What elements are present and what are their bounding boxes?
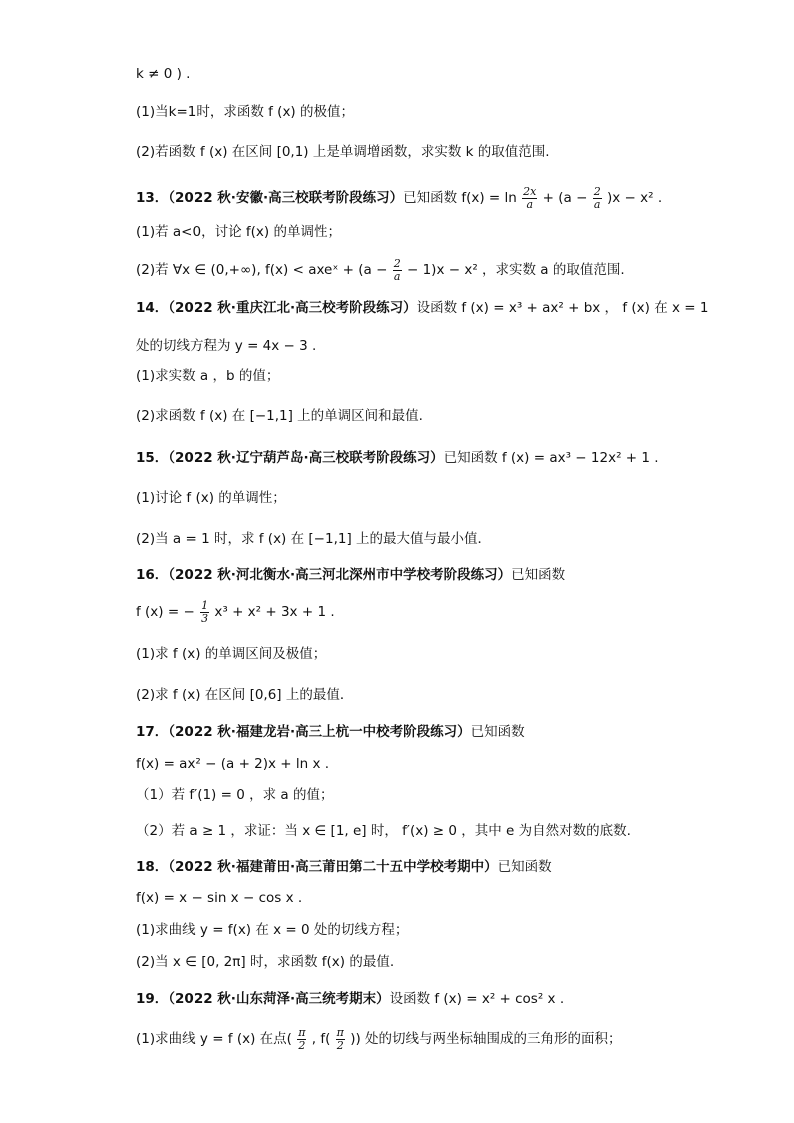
text-line-l05: [136, 226, 341, 240]
problem-title: 18．（2022 秋·福建莆田·高三莆田第二十五中学校考期中）: [136, 859, 498, 875]
line-text: f(x) = ax² − (a + 2)x + ln x .: [136, 756, 330, 772]
fraction-1-over-3: $\frac{1}{3}$: [201, 599, 209, 625]
line-text: （2）若 a ≥ 1 ，求证：当 x ∈ [1, e] 时， f′(x) ≥ 0 ，其中 e 为自然对数的底数.: [136, 823, 631, 839]
line-text: (1)当k=1时，求函数 f (x) 的极值；: [136, 104, 354, 120]
problem-13-line: 13．（2022 秋·安徽·高三校联考阶段练习）已知函数 f(x) = ln $\frac{2x}{a}$ + (a − $\frac{2}{a}$ )x − x² .: [136, 185, 663, 211]
line-text: 已知函数 f (x) = ax³ − 12x² + 1 .: [443, 450, 659, 466]
text-line-l18: [136, 726, 525, 740]
line-text: 设函数 f (x) = x² + cos² x .: [389, 991, 565, 1007]
problem-title: 14．（2022 秋·重庆江北·高三校考阶段练习）: [136, 300, 417, 316]
text-line-l25: [136, 956, 394, 970]
text-line-l03: [136, 146, 550, 160]
problem-13-text: 已知函数 f(x) = ln: [403, 190, 517, 207]
text-line-l10: [136, 410, 423, 424]
line-text: （1）若 f′(1) = 0 ，求 a 的值；: [136, 787, 334, 803]
fraction-pi-over-2: $\frac{\pi}{2}$: [336, 1026, 344, 1052]
line-text: 已知函数: [511, 567, 566, 583]
line-text: (1)求曲线 y = f(x) 在 x = 0 处的切线方程；: [136, 922, 409, 938]
problem-19-part-1: (1)求曲线 y = f (x) 在点( $\frac{\pi}{2}$ , f( $\frac{\pi}{2}$ )) 处的切线与两坐标轴围成的三角形的面积；: [136, 1026, 622, 1052]
line-text: (1)求实数 a ，b 的值；: [136, 368, 280, 384]
text-line-l16: [136, 648, 326, 662]
fraction-2x-over-a: $\frac{2x}{a}$: [523, 185, 537, 211]
text-line-l08: [136, 340, 316, 354]
line-text: (1)求 f (x) 的单调区间及极值；: [136, 646, 327, 662]
fraction-pi-over-2: $\frac{\pi}{2}$: [298, 1026, 306, 1052]
line-text: 已知函数: [470, 724, 525, 740]
line-text: (2)若函数 f (x) 在区间 [0,1) 上是单调增函数，求实数 k 的取值范围.: [136, 144, 550, 160]
text-line-l22: [136, 861, 552, 875]
line-text: 设函数 f (x) = x³ + ax² + bx ， f (x) 在 x = 1: [416, 300, 709, 316]
line-text: (2)求函数 f (x) 在 [−1,1] 上的单调区间和最值.: [136, 408, 423, 424]
text-line-l20: [136, 789, 333, 803]
text-line-l09: [136, 370, 279, 384]
line-text: 已知函数: [497, 859, 552, 875]
line-text: (1)讨论 f (x) 的单调性；: [136, 490, 286, 506]
problem-title: 19．（2022 秋·山东菏泽·高三统考期末）: [136, 991, 390, 1007]
line-text: f(x) = x − sin x − cos x .: [136, 890, 303, 906]
text-line-l02: [136, 106, 354, 120]
line-text: (2)当 x ∈ [0, 2π] 时，求函数 f(x) 的最值.: [136, 954, 395, 970]
problem-13-part-2: (2)若 ∀x ∈ (0,+∞), f(x) < axeˣ + (a − $\frac{2}{a}$ − 1)x − x² ，求实数 a 的取值范围.: [136, 257, 625, 283]
text-line-l17: [136, 689, 353, 703]
problem-13-title: 13．（2022 秋·安徽·高三校联考阶段练习）: [136, 190, 404, 207]
fraction-2-over-a: $\frac{2}{a}$: [593, 185, 601, 211]
problem-title: 16．（2022 秋·河北衡水·高三河北深州市中学校考阶段练习）: [136, 567, 512, 583]
text-line-l12: [136, 492, 286, 506]
text-line-l13: [136, 533, 491, 547]
text-line-l11: [136, 452, 659, 466]
fraction-2-over-a: $\frac{2}{a}$: [393, 257, 401, 283]
problem-title: 17．（2022 秋·福建龙岩·高三上杭一中校考阶段练习）: [136, 724, 471, 740]
problem-16-function: f (x) = − $\frac{1}{3}$ x³ + x² + 3x + 1 .: [136, 599, 335, 625]
text-line-l01: [136, 68, 190, 82]
text-line-l19: [136, 758, 329, 772]
text-line-l21: [136, 825, 631, 839]
line-text: (1)若 a<0，讨论 f(x) 的单调性；: [136, 224, 341, 240]
problem-title: 15．（2022 秋·辽宁葫芦岛·高三校联考阶段练习）: [136, 450, 444, 466]
text-line-l24: [136, 924, 408, 938]
line-text: (2)求 f (x) 在区间 [0,6] 上的最值．: [136, 687, 354, 703]
text-line-l07: [136, 302, 708, 316]
line-text: 处的切线方程为 y = 4x − 3 .: [136, 338, 317, 354]
line-text: k ≠ 0 ) .: [136, 66, 191, 82]
line-text: (2)当 a = 1 时，求 f (x) 在 [−1,1] 上的最大值与最小值．: [136, 531, 492, 547]
text-line-l14: [136, 569, 565, 583]
text-line-l26: [136, 993, 564, 1007]
text-line-l23: [136, 892, 302, 906]
